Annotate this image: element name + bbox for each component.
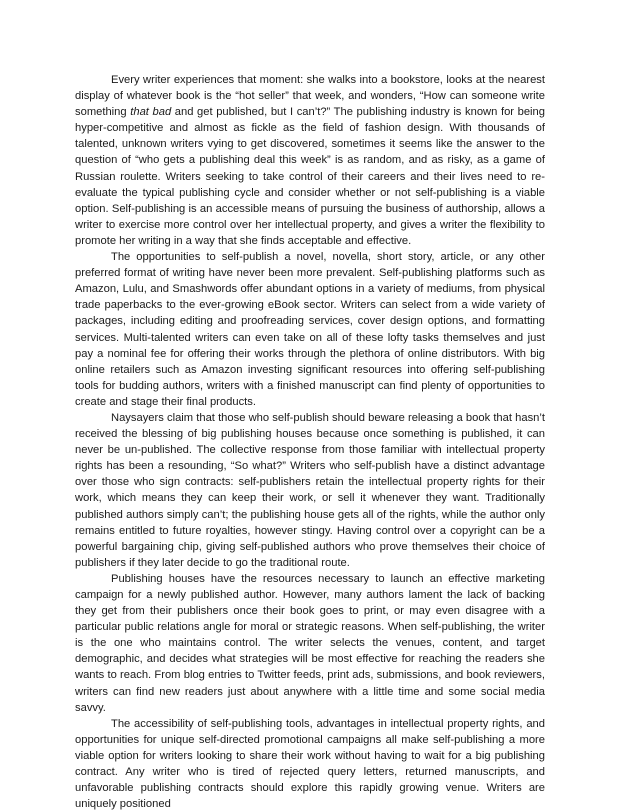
paragraph-1-italic: that bad (130, 106, 172, 119)
paragraph-1-end: and get published, but I can’t?” The publishing industry is known for being hyper-competitive and almost as fickle as the field of fashion design. With thousands of talented, unknown writers vying to get discovered, sometimes it seems like the answer to the question of “who gets a publishing deal this week” is as random, and as risky, as a game of Russian roulette. Writers seeking to take control of their careers and their lives need to re-evaluate the typical publishing cycle and consider whether or not self-publishing is a viable option. Self-publishing is an accessible means of pursuing the business of authorship, allows a writer to exercise more control over her intellectual property, and gives a writer the flexibility to promote her writing in a way that she finds acceptable and effective. (75, 106, 545, 247)
paragraph-3: Naysayers claim that those who self-publish should beware releasing a book that hasn’t received the blessing of big publishing houses because once something is published, it can never be un-published. The collective response from those familiar with intellectual property rights has been a resounding, “So what?” Writers who self-publish have a distinct advantage over those who sign contracts: self-publishers retain the intellectual property rights for their work, which means they can keep their work, or sell it whenever they want. Traditionally published authors simply can’t; the publishing house gets all of the rights, while the author only remains entitled to future royalties, however stingy. Having control over a copyright can be a powerful bargaining chip, giving self-published authors who prove themselves their choice of publishers if they later decide to go the traditional route. (75, 411, 545, 569)
paragraph-4: Publishing houses have the resources necessary to launch an effective marketing campaign for a newly published author. However, many authors lament the lack of backing they get from their publishers once their book goes to print, or may even disagree with a particular public relations angle for moral or strategic reasons. When self-publishing, the writer is the one who maintains control. The writer selects the venues, content, and target demographic, and decides what strategies will be most effective for reaching the readers she wants to reach. From blog entries to Twitter feeds, print ads, submissions, and book reviewers, writers can find new readers just about anywhere with a little time and some social media savvy. (75, 572, 545, 714)
paragraph-1 (75, 72, 545, 249)
document-page (75, 72, 545, 812)
paragraph-2: The opportunities to self-publish a novel, novella, short story, article, or any other preferred format of writing have never been more prevalent. Self-publishing platforms such as Amazon, Lulu, and Smashwords offer abundant options in a variety of mediums, from physical trade paperbacks to the ever-growing eBook sector. Writers can select from a wide variety of packages, including editing and proofreading services, cover design options, and formatting services. Multi-talented writers can even take on all of these lofty tasks themselves and just pay a nominal fee for offering their works through the plethora of online distributors. With big online retailers such as Amazon investing significant resources into offering self-publishing tools for budding authors, writers with a finished manuscript can find plenty of opportunities to create and stage their final products. (75, 251, 545, 408)
paragraph-5: The accessibility of self-publishing tools, advantages in intellectual property rights, and opportunities for unique self-directed promotional campaigns all make self-publishing a more viable option for writers looking to share their work without having to wait for a big publishing contract. Any writer who is tired of rejected query letters, returned manuscripts, and unfavorable publishing contracts should explore this rapidly growing venue. Writers are uniquely positioned (75, 717, 545, 811)
paragraph-1-start: Every writer experiences that moment: she walks into a bookstore, looks at the nearest display of whatever book is the “hot seller” that week, and wonders, “How can someone write something (75, 74, 545, 119)
